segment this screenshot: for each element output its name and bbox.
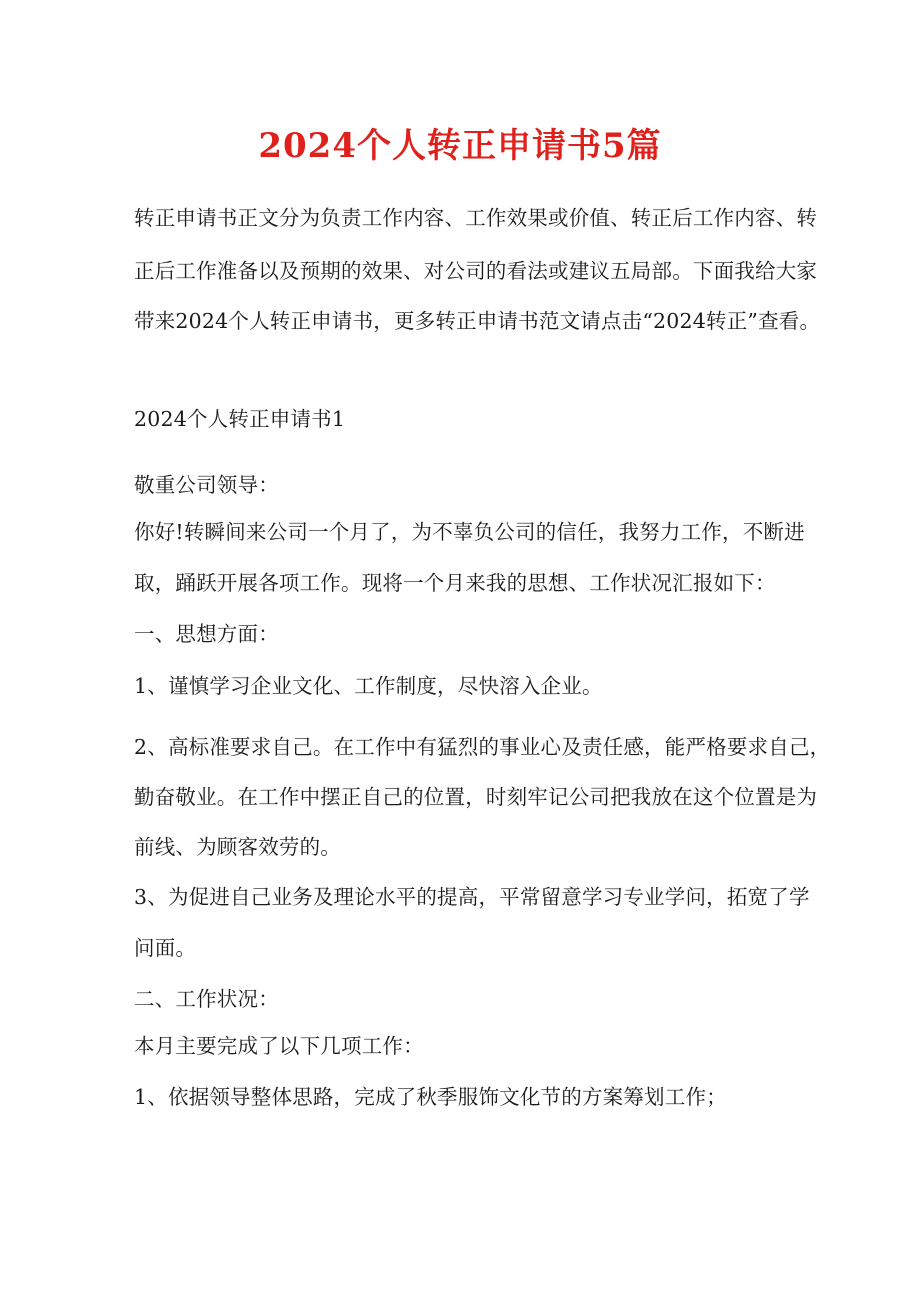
section-heading: 2024个人转正申请书1 [134,407,346,431]
body-line-5: 2、高标准要求自己。在工作中有猛烈的事业心及责任感，能严格要求自己， [134,735,831,759]
body-line-6: 勤奋敬业。在工作中摆正自己的位置，时刻牢记公司把我放在这个位置是为 [134,785,818,809]
intro-line-1: 转正申请书正文分为负责工作内容、工作效果或价值、转正后工作内容、转 [134,206,818,230]
body-line-4: 1、谨慎学习企业文化、工作制度，尽快溶入企业。 [134,674,603,698]
salutation: 敬重公司领导： [134,473,279,497]
body-line-12: 1、依据领导整体思路，完成了秋季服饰文化节的方案筹划工作； [134,1085,727,1109]
body-line-11: 本月主要完成了以下几项工作： [134,1034,424,1058]
body-line-10: 二、工作状况： [134,987,279,1011]
intro-line-3: 带来2024个人转正申请书，更多转正申请书范文请点击“2024转正”查看。 [134,309,821,333]
document-title: 2024个人转正申请书5篇 [258,126,662,166]
intro-line-2: 正后工作准备以及预期的效果、对公司的看法或建议五局部。下面我给大家 [134,259,818,283]
body-line-7: 前线、为顾客效劳的。 [134,835,341,859]
body-line-2: 取，踊跃开展各项工作。现将一个月来我的思想、工作状况汇报如下： [134,571,776,595]
body-line-8: 3、为促进自己业务及理论水平的提高，平常留意学习专业学问，拓宽了学 [134,885,810,909]
body-line-9: 问面。 [134,936,197,960]
body-line-3: 一、思想方面： [134,622,279,646]
body-line-1: 你好!转瞬间来公司一个月了，为不辜负公司的信任，我努力工作，不断进 [134,520,805,544]
